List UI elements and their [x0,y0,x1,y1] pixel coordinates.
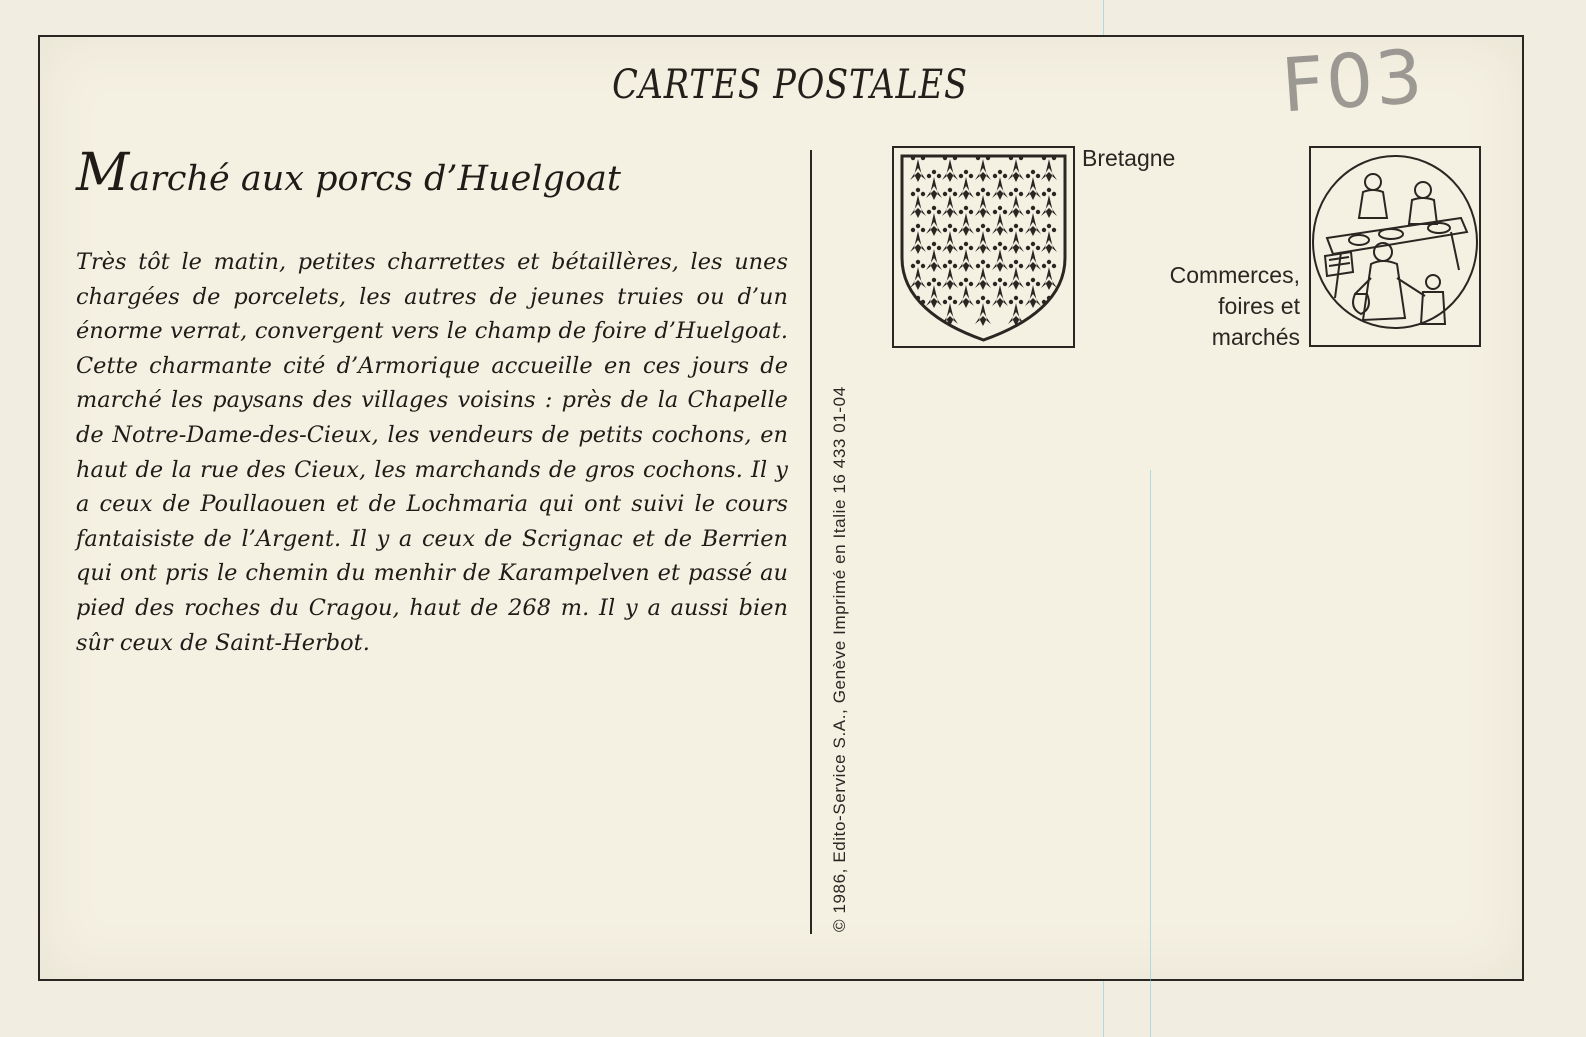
pencil-annotation: F03 [1278,33,1428,130]
category-label [1110,260,1300,353]
scan-line-artifact [1150,470,1151,1037]
ermine-shield-graphic [894,148,1073,346]
article-body: Très tôt le matin, petites charrettes et bétaillères, les unes chargées de porcelets, les autres de jeunes truies ou d’un énorme verrat, convergent vers le champ de foire d’Huelgoat. Cette charmante cité d’Armorique accueille en ces jours de marché les paysans des villages voisins : près de la Chapelle de Notre-Dame-des-Cieux, les vendeurs de petits cochons, en haut de la rue des Cieux, les marchands de gros cochons. Il y a ceux de Poullaouen et de Lochmaria qui ont suivi le cours fantaisiste de l’Argent. Il y a ceux de Scrignac et de Berrien qui ont pris le chemin du menhir de Karampelven et passé au pied des roches du Cragou, haut de 268 m. Il y a aussi bien sûr ceux de Saint-Herbot. [76,249,788,656]
article-title-rest: arché aux porcs d’Huelgoat [129,159,621,199]
category-line: foires et [1218,293,1300,319]
article-title-initial: M [76,143,130,203]
article-title [76,142,796,204]
market-scene-icon [1309,146,1481,347]
region-label: Bretagne [1082,145,1176,171]
address-divider [810,150,812,934]
header-title: CARTES POSTALES [612,62,968,108]
ermine-shield-icon [892,146,1075,348]
market-scene-graphic [1311,148,1479,345]
category-line: marchés [1211,324,1300,350]
copyright-notice: © 1986, Edito-Service S.A., Genève Imprimé en Italie 16 433 01-04 [830,386,849,932]
category-line: Commerces, [1169,262,1300,288]
